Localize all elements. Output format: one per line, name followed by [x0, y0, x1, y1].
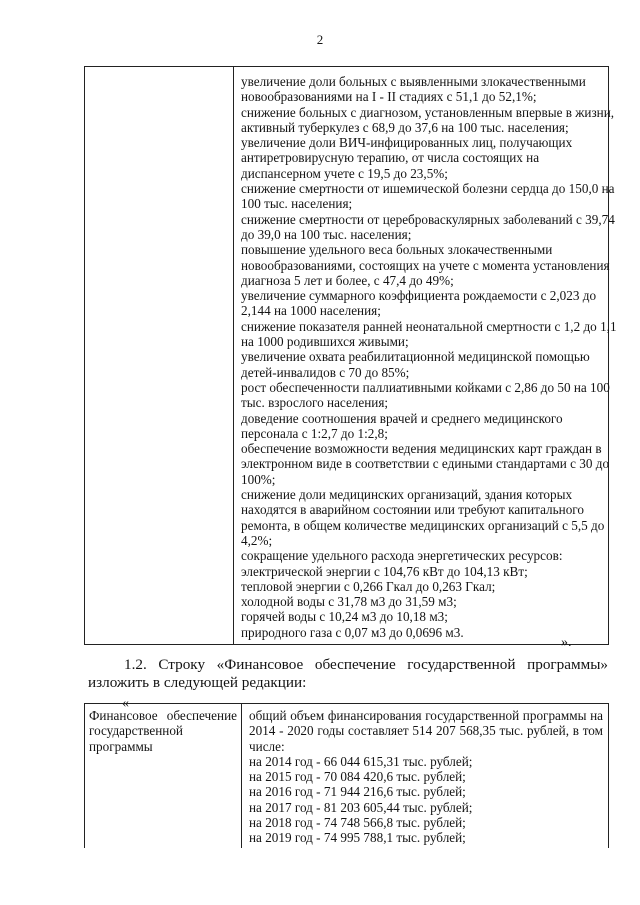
funding-content-cell: [242, 704, 609, 849]
funding-years-list: [249, 754, 603, 846]
targets-list: [241, 74, 617, 640]
target-line: 100 тыс. населения;: [241, 196, 353, 212]
target-line: снижение смертности от ишемической болезни сердца до 150,0 на: [241, 181, 615, 197]
target-line: персонала с 1:2,7 до 1:2,8;: [241, 425, 388, 441]
target-line: активный туберкулез с 68,9 до 37,6 на 100 тыс. населения;: [241, 119, 569, 135]
page-number: 2: [316, 32, 324, 47]
target-line: сокращение удельного расхода энергетических ресурсов:: [241, 548, 563, 564]
opening-quote: «: [122, 696, 129, 711]
target-line: увеличение охвата реабилитационной медицинской помощью: [241, 349, 590, 365]
target-line: снижение показателя ранней неонатальной смертности с 1,2 до 1,1: [241, 318, 617, 334]
funding-label: Финансовое обеспечение государственной программы: [89, 708, 237, 754]
target-line: диагноза 5 лет и более, с 47,4 до 49%;: [241, 272, 454, 288]
target-line: холодной воды с 31,78 м3 до 31,59 м3;: [241, 594, 457, 610]
funding-year-line: на 2017 год - 81 203 605,44 тыс. рублей;: [249, 799, 473, 815]
funding-table: [84, 703, 609, 848]
target-line: увеличение доли ВИЧ-инфицированных лиц, получающих: [241, 135, 573, 151]
target-line: новообразованиями на I - II стадиях с 51,1 до 52,1%;: [241, 89, 537, 105]
funding-year-line: на 2019 год - 74 995 788,1 тыс. рублей;: [249, 830, 466, 846]
target-line: до 39,0 на 100 тыс. населения;: [241, 226, 412, 242]
target-line: антиретровирусную терапию, от числа состоящих на: [241, 150, 540, 166]
targets-table-left-cell: [85, 67, 234, 645]
funding-label-cell: [85, 704, 242, 849]
target-line: доведение соотношения врачей и среднего медицинского: [241, 410, 563, 426]
target-line: электронном виде в соответствии с едиными стандартами с 30 до: [241, 456, 610, 472]
target-line: 4,2%;: [241, 532, 273, 548]
targets-table: [84, 66, 617, 645]
target-line: повышение удельного веса больных злокачественными: [241, 242, 553, 258]
target-line: на 1000 родившихся живыми;: [241, 334, 409, 350]
target-line: увеличение суммарного коэффициента рождаемости с 2,023 до: [241, 288, 597, 304]
closing-quote: ».: [561, 635, 572, 650]
target-line: снижение доли медицинских организаций, здания которых: [241, 487, 573, 503]
target-line: увеличение доли больных с выявленными злокачественными: [241, 74, 586, 89]
target-line: тыс. взрослого населения;: [241, 395, 389, 411]
target-line: горячей воды с 10,24 м3 до 10,18 м3;: [241, 609, 448, 625]
target-line: природного газа с 0,07 м3 до 0,0696 м3.: [241, 624, 464, 640]
funding-year-line: на 2016 год - 71 944 216,6 тыс. рублей;: [249, 784, 466, 800]
funding-intro: общий объем финансирования государственной программы на 2014 - 2020 годы составляет 514 207 568,35 тыс. рублей, в том числе:: [249, 708, 603, 754]
target-line: 100%;: [241, 471, 276, 487]
target-line: детей-инвалидов с 70 до 85%;: [241, 364, 410, 380]
funding-year-line: на 2014 год - 66 044 615,31 тыс. рублей;: [249, 753, 473, 769]
targets-table-right-cell: [234, 67, 617, 645]
target-line: снижение больных с диагнозом, установленным впервые в жизни,: [241, 104, 615, 120]
target-line: новообразованиями, состоящих на учете с момента установления: [241, 257, 610, 273]
target-line: ремонта, в общем количестве медицинских организаций с 5,5 до: [241, 517, 605, 533]
target-line: рост обеспеченности паллиативными койками с 2,86 до 50 на 100: [241, 379, 610, 395]
funding-year-line: на 2018 год - 74 748 566,8 тыс. рублей;: [249, 815, 466, 831]
target-line: 2,144 на 1000 населения;: [241, 303, 381, 319]
amendment-paragraph: 1.2. Строку «Финансовое обеспечение государственной программы» изложить в следующей редакции:: [88, 656, 608, 691]
target-line: обеспечение возможности ведения медицинских карт граждан в: [241, 441, 602, 457]
target-line: электрической энергии с 104,76 кВт до 104,13 кВт;: [241, 563, 528, 579]
target-line: тепловой энергии с 0,266 Гкал до 0,263 Гкал;: [241, 578, 496, 594]
funding-year-line: на 2015 год - 70 084 420,6 тыс. рублей;: [249, 769, 466, 785]
target-line: снижение смертности от цереброваскулярных заболеваний с 39,74: [241, 211, 615, 227]
target-line: диспансерном учете с 19,5 до 23,5%;: [241, 165, 448, 181]
target-line: находятся в аварийном состоянии или требуют капитального: [241, 502, 584, 518]
